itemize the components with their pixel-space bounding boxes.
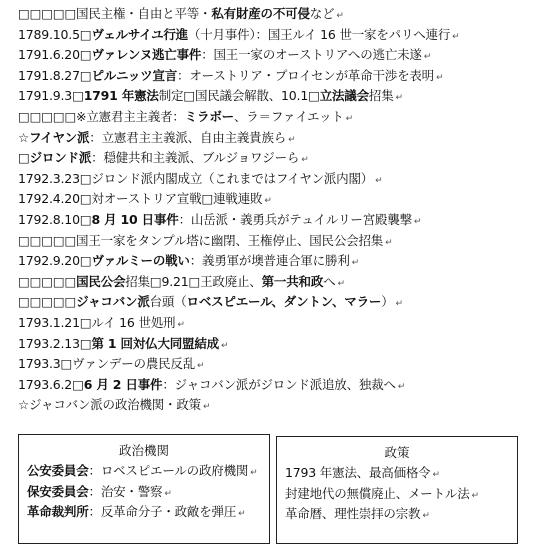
bold-term: 立法議会: [319, 88, 369, 104]
text-line: [18, 272, 533, 293]
text-line: [18, 25, 533, 46]
text-segment: 革命暦、理性崇拝の宗教: [285, 506, 421, 521]
paragraph-mark-icon: ↵: [471, 490, 479, 501]
bold-term: フイヤン派: [29, 129, 90, 145]
paragraph-mark-icon: ↵: [397, 381, 406, 392]
text-segment: 1792.9.20□: [18, 253, 92, 269]
bold-term: ロベスピエール、ダントン、マラー: [186, 294, 382, 310]
text-line: [18, 107, 533, 128]
text-line: [18, 210, 533, 231]
text-segment: へ: [323, 273, 336, 289]
bold-term: 6 月 2 日事件: [83, 376, 163, 392]
paragraph-mark-icon: ↵: [264, 196, 272, 207]
paragraph-mark-icon: ↵: [288, 134, 296, 145]
box-row: [277, 463, 517, 484]
box-title: 政治機関: [118, 443, 169, 458]
bold-term: ヴァルミーの戦い: [91, 253, 190, 269]
bold-term: 第 1 回対仏大同盟結成: [91, 335, 219, 351]
paragraph-mark-icon: ↵: [337, 278, 345, 289]
text-line: [18, 375, 533, 396]
text-segment: ：ロベスピエールの政府機関: [88, 463, 249, 478]
paragraph-mark-icon: ↵: [452, 31, 460, 42]
box-row: [277, 504, 517, 525]
text-line: [18, 292, 533, 313]
text-segment: 1789.10.5□: [18, 26, 92, 42]
paragraph-mark-icon: ↵: [197, 361, 205, 372]
text-segment: ：山岳派・義勇兵がテュイルリー宮殿襲撃: [178, 211, 412, 227]
text-line: [18, 313, 533, 334]
paragraph-mark-icon: ↵: [250, 468, 258, 478]
political-institutions-box: [18, 434, 270, 544]
bold-term: 私有財産の不可侵: [211, 6, 310, 21]
text-line: [18, 45, 533, 66]
paragraph-mark-icon: ↵: [177, 319, 185, 330]
paragraph-mark-icon: ↵: [345, 113, 353, 124]
text-segment: 1791.9.3□: [18, 88, 84, 104]
bold-term: ヴァレンヌ逃亡事件: [91, 47, 202, 63]
text-segment: ：義勇軍が墺普連合軍に勝利: [189, 253, 350, 269]
paragraph-mark-icon: ↵: [385, 237, 393, 248]
bold-term: 第一共和政: [261, 273, 324, 289]
text-segment: 招集□9.21□王政廃止、: [125, 273, 262, 289]
text-line: [18, 395, 533, 416]
bold-term: ジロンド派: [29, 150, 92, 166]
bold-term: ミラボー: [184, 108, 234, 124]
text-segment: 1793 年憲法、最高価格令: [285, 465, 431, 480]
box-row: [19, 482, 269, 503]
text-segment: 1791.8.27□: [18, 67, 92, 83]
text-segment: （十月事件）：国王ルイ 16 世一家をパリへ連行: [187, 26, 451, 42]
text-line: [18, 251, 533, 272]
box-rows: [19, 461, 269, 523]
box-row: [19, 502, 269, 523]
bold-term: 公安委員会: [27, 463, 89, 478]
text-segment: ：国王一家のオーストリアへの逃亡未遂: [201, 47, 422, 63]
text-line: [18, 169, 533, 190]
text-segment: 1793.2.13□: [18, 335, 92, 351]
text-segment: ☆: [18, 129, 30, 145]
text-segment: □□□□□国民主権・自由と平等・: [18, 6, 212, 21]
text-segment: □□□□□: [18, 273, 77, 289]
text-segment: ：オーストリア・プロイセンが革命干渉を表明: [177, 67, 434, 83]
timeline-text: [18, 4, 533, 416]
box-title: 政策: [384, 445, 410, 460]
paragraph-mark-icon: ↵: [164, 488, 172, 499]
text-segment: ☆ジャコバン派の政治機関・政策: [18, 397, 201, 413]
bold-term: ピルニッツ宣言: [91, 67, 178, 83]
paragraph-mark-icon: ↵: [220, 340, 229, 351]
text-line: [18, 189, 533, 210]
text-segment: ）: [381, 294, 394, 310]
bold-term: 保安委員会: [27, 483, 89, 499]
bold-term: ジャコバン派: [76, 294, 150, 310]
bold-term: 8 月 10 日事件: [91, 211, 179, 227]
paragraph-mark-icon: ↵: [375, 175, 383, 186]
paragraph-mark-icon: ↵: [422, 511, 430, 521]
text-segment: □□□□□国王一家をタンプル塔に幽閉、王権停止、国民公会招集: [18, 232, 384, 248]
box-rows: [277, 463, 517, 525]
text-segment: 1793.3□ヴァンデーの農民反乱: [18, 356, 196, 372]
paragraph-mark-icon: ↵: [432, 470, 440, 480]
text-segment: 、ラ＝ファイエット: [233, 108, 344, 124]
bold-term: ヴェルサイユ行進: [91, 26, 188, 42]
text-segment: 1792.8.10□: [18, 211, 92, 227]
bold-term: 1791 年憲法: [83, 88, 159, 104]
text-segment: 1792.4.20□対オーストリア宣戦□連戦連敗: [18, 191, 263, 207]
paragraph-mark-icon: ↵: [238, 509, 246, 519]
text-segment: ：ジャコバン派がジロンド派追放、独裁へ: [162, 376, 396, 392]
text-line: [18, 86, 533, 107]
box-row: [19, 461, 269, 482]
bold-term: 革命裁判所: [27, 504, 89, 519]
text-segment: □: [18, 150, 30, 166]
text-line: [18, 148, 533, 169]
policies-box: [276, 436, 518, 544]
paragraph-mark-icon: ↵: [301, 155, 309, 166]
text-segment: 1792.3.23□ジロンド派内閣成立（これまではフイヤン派内閣）: [18, 170, 374, 186]
text-segment: ：反革命分子・政敵を弾圧: [88, 504, 237, 519]
text-segment: 台頭（: [149, 294, 187, 310]
text-line: [18, 4, 533, 25]
text-line: [18, 354, 533, 375]
text-segment: 1791.6.20□: [18, 47, 92, 63]
paragraph-mark-icon: ↵: [413, 216, 422, 227]
paragraph-mark-icon: ↵: [336, 11, 344, 21]
text-segment: □□□□□※立憲君主主義者：: [18, 108, 185, 124]
text-segment: 制定□国民議会解散、10.1□: [158, 88, 320, 104]
paragraph-mark-icon: ↵: [395, 93, 403, 104]
text-line: [18, 66, 533, 87]
paragraph-mark-icon: ↵: [351, 258, 359, 269]
text-segment: ：立憲君主主義派、自由主義貴族ら: [89, 129, 287, 145]
text-line: [18, 128, 533, 149]
paragraph-mark-icon: ↵: [202, 402, 211, 413]
paragraph-mark-icon: ↵: [395, 299, 403, 310]
text-segment: など: [309, 6, 335, 21]
text-segment: ：穏健共和主義派、ブルジョワジーら: [91, 150, 300, 166]
bold-term: 国民公会: [76, 273, 126, 289]
text-segment: 1793.6.2□: [18, 376, 84, 392]
text-segment: ：治安・警察: [88, 483, 163, 499]
text-line: [18, 231, 533, 252]
text-segment: □□□□□: [18, 294, 77, 310]
text-segment: 封建地代の無償廃止、メートル法: [285, 485, 470, 501]
paragraph-mark-icon: ↵: [435, 72, 444, 83]
paragraph-mark-icon: ↵: [423, 52, 432, 63]
text-segment: 招集: [368, 88, 394, 104]
text-segment: 1793.1.21□ルイ 16 世処刑: [18, 314, 176, 330]
text-line: [18, 334, 533, 355]
box-row: [277, 484, 517, 505]
